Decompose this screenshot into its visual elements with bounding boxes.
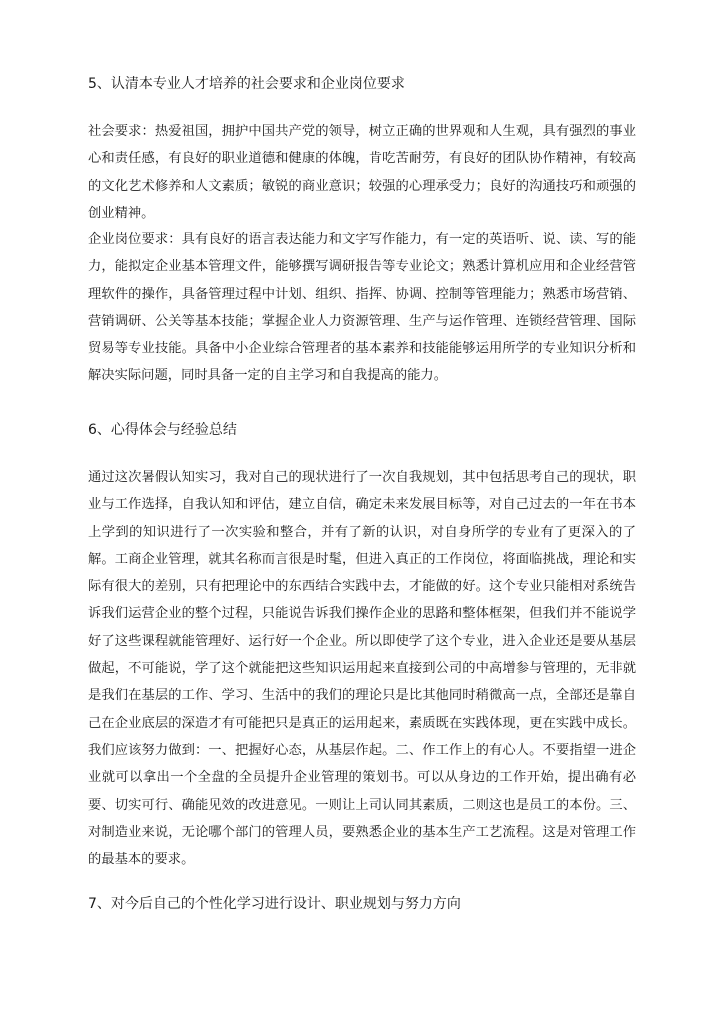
section-7-heading: 7、对今后自己的个性化学习进行设计、职业规划与努力方向: [88, 896, 461, 912]
experience-summary-paragraph: 通过这次暑假认知实习，我对自己的现状进行了一次自我规划，其中包括思考自己的现状，职业与工作选择，自我认知和评估，建立自信，确定未来发展目标等，对自己过去的一年在书本上学到的知识进行了一次实验和整合，并有了新的认识，对自身所学的专业有了更深入的了解。工商企业管理，就其名称而言很是时髦，但进入真正的工作岗位，将面临挑战，理论和实际有很大的差别，只有把理论中的东西结合实践中去，才能做的好。这个专业只能相对系统告诉我们运营企业的整个过程，只能说告诉我们操作企业的思路和整体框架，但我们并不能说学好了这些课程就能管理好、运行好一个企业。所以即使学了这个专业，进入企业还是要从基层做起，不可能说，学了这个就能把这些知识运用起来直接到公司的中高增参与管理的，无非就是我们在基层的工作、学习、生活中的我们的理论只是比其他同时稍微高一点，全部还是靠自己在企业底层的深造才有可能把只是真正的运用起来，素质既在实践体现，更在实践中成长。我们应该努力做到：一、把握好心态，从基层作起。二、作工作上的有心人。不要指望一进企业就可以拿出一个全盘的全员提升企业管理的策划书。可以从身边的工作开始，提出确有必要、切实可行、确能见效的改进意见。一则让上司认同其素质，二则这也是员工的本份。三、对制造业来说，无论哪个部门的管理人员，要熟悉企业的基本生产工艺流程。这是对管理工作的最基本的要求。: [88, 470, 636, 868]
section-5-heading: 5、认清本专业人才培养的社会要求和企业岗位要求: [88, 76, 405, 92]
section-6-heading: 6、心得体会与经验总结: [88, 422, 237, 438]
social-requirements-paragraph: 社会要求：热爱祖国，拥护中国共产党的领导，树立正确的世界观和人生观，具有强烈的事业心和责任感，有良好的职业道德和健康的体魄，肯吃苦耐劳，有良好的团队协作精神，有较高的文化艺术修养和人文素质；敏锐的商业意识；较强的心理承受力；良好的沟通技巧和顽强的创业精神。: [88, 124, 636, 221]
position-requirements-paragraph: 企业岗位要求：具有良好的语言表达能力和文字写作能力，有一定的英语听、说、读、写的能力，能拟定企业基本管理文件，能够撰写调研报告等专业论文；熟悉计算机应用和企业经营管理软件的操作，具备管理过程中计划、组织、指挥、协调、控制等管理能力；熟悉市场营销、营销调研、公关等基本技能；掌握企业人力资源管理、生产与运作管理、连锁经营管理、国际贸易等专业技能。具备中小企业综合管理者的基本素养和技能能够运用所学的专业知识分析和解决实际问题，同时具备一定的自主学习和自我提高的能力。: [88, 232, 636, 384]
